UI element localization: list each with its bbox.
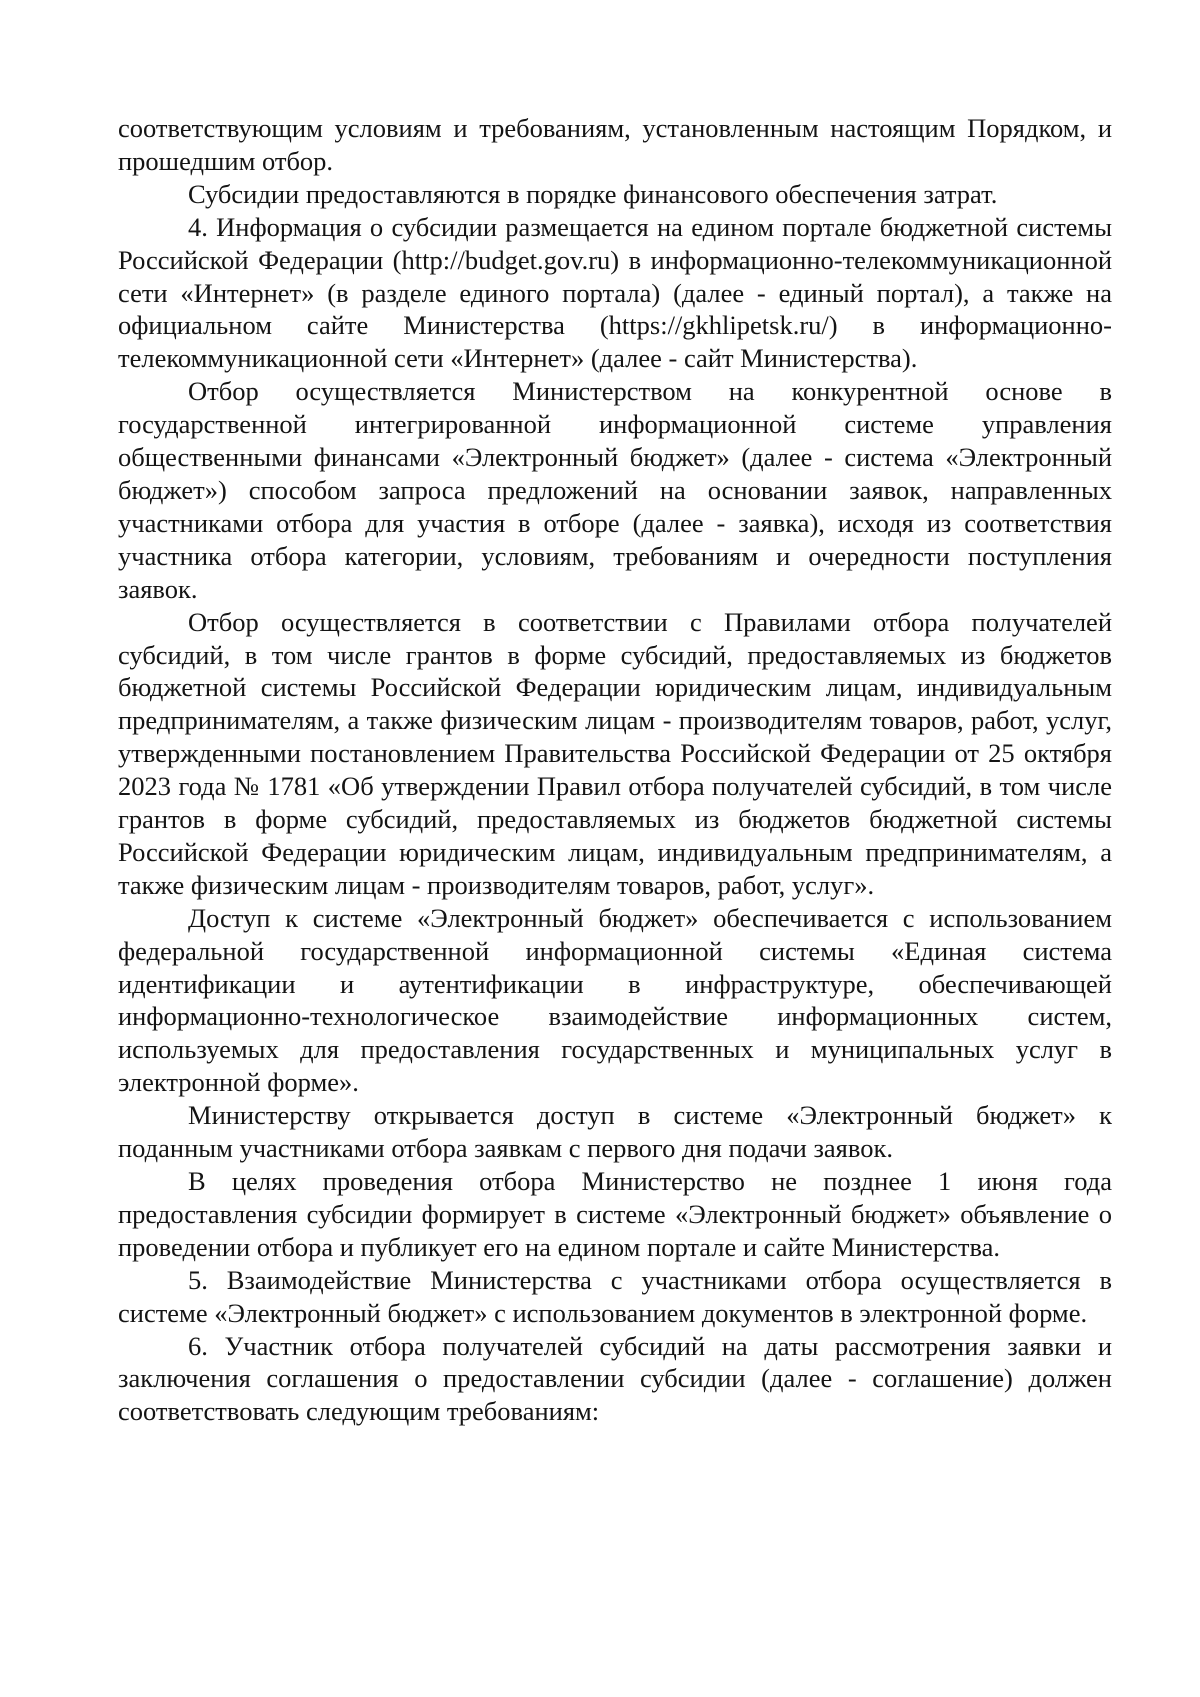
- paragraph-ministry-access: Министерству открывается доступ в системе «Электронный бюджет» к поданным участниками отбора заявкам с первого дня подачи заявок.: [118, 1100, 1112, 1164]
- paragraph-system-access: Доступ к системе «Электронный бюджет» обеспечивается с использованием федеральной государственной информационной системы «Единая система идентификации и аутентификации в инфраструктуре, обеспечивающей информационно-технологическое взаимодействие информационных систем, используемых для предоставления государственных и муниципальных услуг в электронной форме».: [118, 902, 1112, 1098]
- paragraph-continuation: соответствующим условиям и требованиям, установленным настоящим Порядком, и прошедшим отбор.: [118, 113, 1112, 176]
- document-page: [118, 112, 1112, 1428]
- paragraph-item-5-interaction: 5. Взаимодействие Министерства с участниками отбора осуществляется в системе «Электронный бюджет» с использованием документов в электронной форме.: [118, 1264, 1112, 1328]
- paragraph-selection-rules: Отбор осуществляется в соответствии с Правилами отбора получателей субсидий, в том числе грантов в форме субсидий, предоставляемых из бюджетов бюджетной системы Российской Федерации юридическим лицам, индивидуальным предпринимателям, а также физическим лицам - производителям товаров, работ, услуг, утвержденными постановлением Правительства Российской Федерации от 25 октября 2023 года № 1781 «Об утверждении Правил отбора получателей субсидий, в том числе грантов в форме субсидий, предоставляемых из бюджетов бюджетной системы Российской Федерации юридическим лицам, индивидуальным предпринимателям, а также физическим лицам - производителям товаров, работ, услуг».: [118, 606, 1112, 900]
- paragraph-item-6-requirements: 6. Участник отбора получателей субсидий на даты рассмотрения заявки и заключения соглашения о предоставлении субсидии (далее - соглашение) должен соответствовать следующим требованиям:: [118, 1330, 1112, 1427]
- paragraph-item-4-information: 4. Информация о субсидии размещается на едином портале бюджетной системы Российской Федерации (http://budget.gov.ru) в информационно-телекоммуникационной сети «Интернет» (в разделе единого портала) (далее - единый портал), а также на официальном сайте Министерства (https://gkhlipetsk.ru/) в информационно-телекоммуникационной сети «Интернет» (далее - сайт Министерства).: [118, 211, 1112, 374]
- paragraph-announcement: В целях проведения отбора Министерство не позднее 1 июня года предоставления субсидии формирует в системе «Электронный бюджет» объявление о проведении отбора и публикует его на едином портале и сайте Министерства.: [118, 1166, 1112, 1262]
- paragraph-selection-method: Отбор осуществляется Министерством на конкурентной основе в государственной интегрированной информационной системе управления общественными финансами «Электронный бюджет» (далее - система «Электронный бюджет») способом запроса предложений на основании заявок, направленных участниками отбора для участия в отборе (далее - заявка), исходя из соответствия участника отбора категории, условиям, требованиям и очередности поступления заявок.: [118, 376, 1112, 604]
- paragraph-subsidy-financing: Субсидии предоставляются в порядке финансового обеспечения затрат.: [188, 178, 998, 209]
